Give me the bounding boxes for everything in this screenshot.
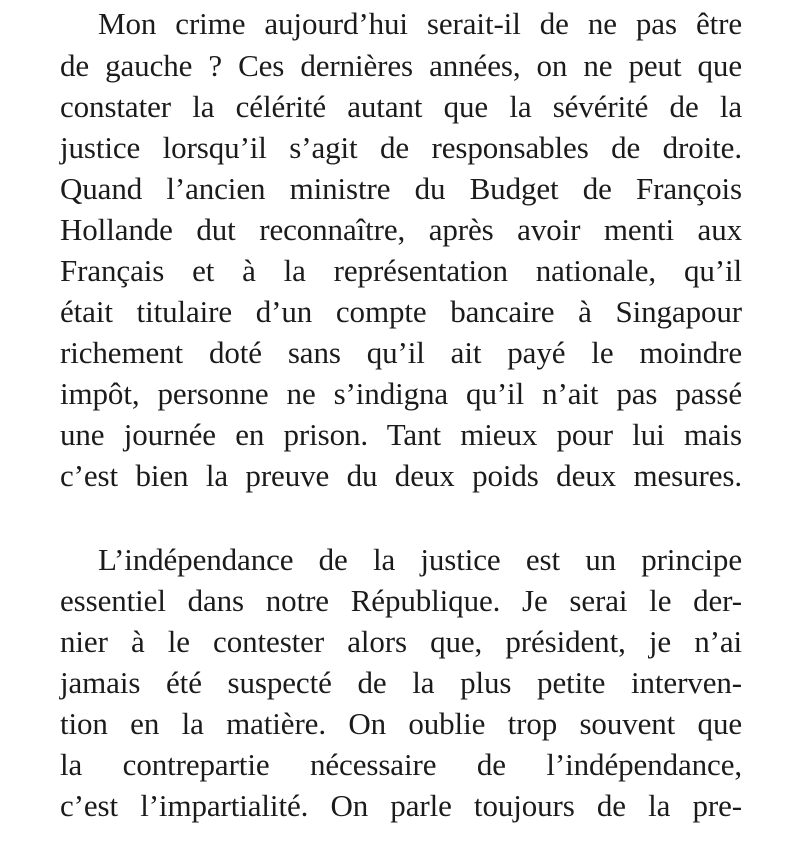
text-line: Mon crime aujourd’hui serait-il de ne pas être (98, 6, 742, 41)
text-line: c’est bien la preuve du deux poids deux mesures. (60, 458, 742, 493)
text-line: jamais été suspecté de la plus petite interven- (60, 665, 742, 700)
text-line: impôt, personne ne s’indigna qu’il n’ait pas passé (60, 376, 742, 411)
text-line: L’indépendance de la justice est un principe (98, 542, 742, 577)
text-line: justice lorsqu’il s’agit de responsables de droite. (60, 130, 742, 165)
text-line: la contrepartie nécessaire de l’indépendance, (60, 747, 742, 782)
text-line: richement doté sans qu’il ait payé le moindre (60, 335, 742, 370)
text-line: Français et à la représentation nationale, qu’il (60, 253, 742, 288)
text-line: une journée en prison. Tant mieux pour lui mais (60, 417, 742, 452)
text-line: Hollande dut reconnaître, après avoir menti aux (60, 212, 742, 247)
page-top-edge (0, 0, 798, 2)
text-line: c’est l’impartialité. On parle toujours de la pre- (60, 788, 742, 823)
text-line: tion en la matière. On oublie trop souvent que (60, 706, 742, 741)
text-line: nier à le contester alors que, président, je n’ai (60, 624, 742, 659)
text-line: était titulaire d’un compte bancaire à Singapour (60, 294, 742, 329)
text-line: essentiel dans notre République. Je serai le der- (60, 583, 742, 618)
text-line: Quand l’ancien ministre du Budget de François (60, 171, 742, 206)
text-line: constater la célérité autant que la sévérité de la (60, 89, 742, 124)
text-line: de gauche ? Ces dernières années, on ne peut que (60, 48, 742, 83)
